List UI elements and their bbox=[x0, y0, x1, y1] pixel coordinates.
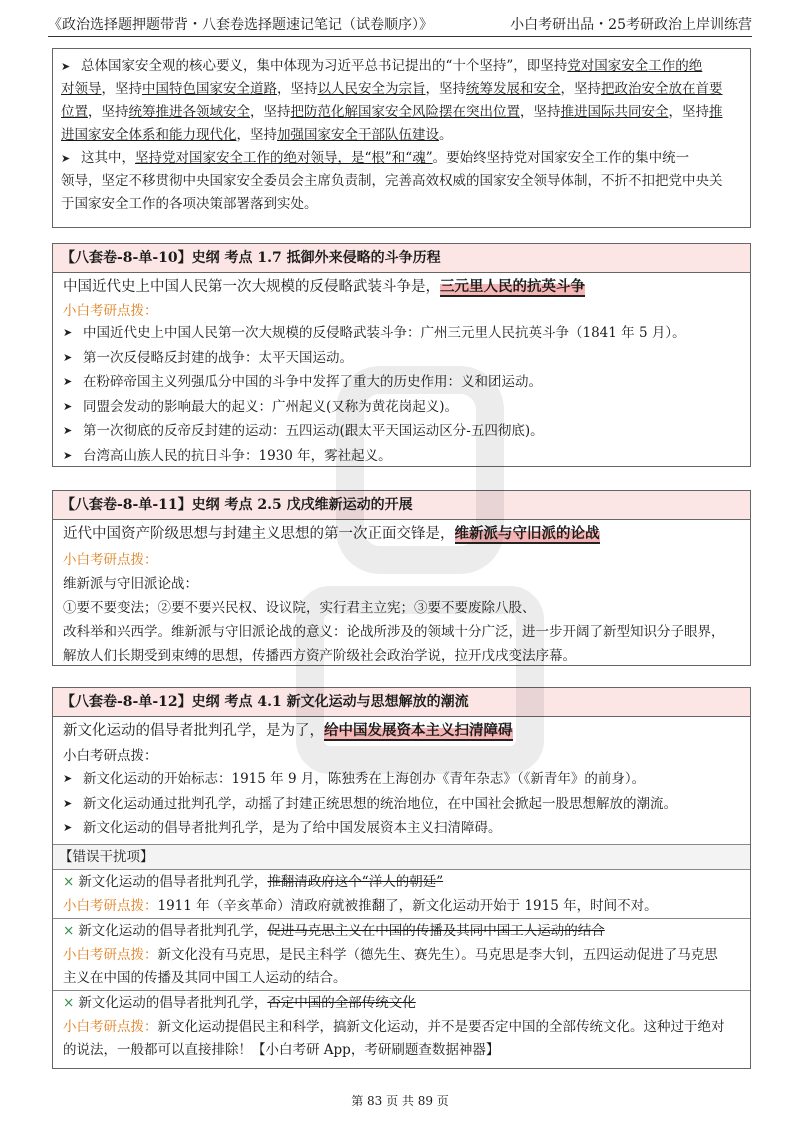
wrong-option-explain: 小白考研点拨：1911 年（辛亥革命）清政府就被推翻了，新文化运动开始于 1915 年，时间不对。 bbox=[63, 897, 658, 914]
wrong-option bbox=[53, 990, 750, 1062]
wrong-option-explain: 小白考研点拨：新文化没有马克思，是民主科学（德先生、赛先生）。马克思是李大钊，五四运动促进了马克思 bbox=[63, 946, 718, 963]
section-12-tip-label: 小白考研点拨： bbox=[63, 748, 158, 764]
bullet-arrow-icon: ➤ bbox=[63, 796, 73, 810]
page-footer: 第 83 页 共 89 页 bbox=[351, 1094, 449, 1108]
wrong-option-explain-cont: 的说法，一般都可以直接排除！【小白考研 App，考研刷题查数据神器】 bbox=[63, 1041, 500, 1058]
section-12-title: 【八套卷-8-单-12】史纲 考点 4.1 新文化运动与思想解放的潮流 bbox=[53, 688, 750, 717]
section-10 bbox=[52, 243, 751, 467]
cross-icon: × bbox=[63, 873, 75, 890]
section-10-tip-label: 小白考研点拨： bbox=[63, 303, 158, 319]
bullet-arrow-icon: ➤ bbox=[63, 424, 73, 437]
section-11-line3: 改科举和兴西学。维新派与守旧派论战的意义：论战所涉及的领域十分广泛，进一步开阔了新型知识分子眼界， bbox=[63, 624, 725, 640]
section-11-title: 【八套卷-8-单-11】史纲 考点 2.5 戊戌维新运动的开展 bbox=[53, 491, 750, 520]
wrong-options-header: 【错误干扰项】 bbox=[53, 844, 750, 870]
list-item: ➤ 新文化运动通过批判孔学，动摇了封建正统思想的统治地位，在中国社会掀起一股思想解放的潮流。 bbox=[53, 792, 750, 817]
section-10-answer: 三元里人民的抗英斗争 bbox=[440, 278, 585, 295]
header-left-title: 《政治选择题押题带背・八套卷选择题速记笔记（试卷顺序）》 bbox=[48, 17, 433, 33]
section-11-line1: 维新派与守旧派论战： bbox=[63, 576, 198, 592]
wrong-option-explain: 小白考研点拨：新文化运动提倡民主和科学，搞新文化运动，并不是要否定中国的全部传统文化。这种过于绝对 bbox=[63, 1018, 725, 1035]
intro-box bbox=[52, 48, 751, 228]
section-12-answer: 给中国发展资本主义扫清障碍 bbox=[324, 722, 513, 739]
wrong-option bbox=[53, 918, 750, 990]
section-12-question: 新文化运动的倡导者批判孔学，是为了，给中国发展资本主义扫清障碍 bbox=[63, 722, 513, 739]
intro-p1-line4: 进国家安全体系和能力现代化，坚持加强国家安全干部队伍建设。 bbox=[61, 127, 453, 143]
list-item: ➤ 在粉碎帝国主义列强瓜分中国的斗争中发挥了重大的历史作用：义和团运动。 bbox=[53, 370, 750, 395]
intro-p1-line2: 对领导，坚持中国特色国家安全道路，坚持以人民安全为宗旨，坚持统筹发展和安全，坚持把政治安全放在首要 bbox=[61, 81, 723, 97]
list-item: ➤ 中国近代史上中国人民第一次大规模的反侵略武装斗争：广州三元里人民抗英斗争（1841 年 5 月）。 bbox=[53, 321, 750, 346]
section-11-line2: ①要不要变法；②要不要兴民权、设议院，实行君主立宪；③要不要废除八股、 bbox=[63, 600, 536, 616]
section-11 bbox=[52, 490, 751, 666]
cross-icon: × bbox=[63, 922, 75, 939]
page-header bbox=[48, 14, 752, 37]
list-item: ➤ 新文化运动的开始标志：1915 年 9 月，陈独秀在上海创办《青年杂志》（《新青年》的前身）。 bbox=[53, 767, 750, 792]
wrong-option-stem: × 新文化运动的倡导者批判孔学，否定中国的全部传统文化 bbox=[63, 994, 416, 1011]
wrong-option-stem: × 新文化运动的倡导者批判孔学，推翻清政府这个“洋人的朝廷” bbox=[63, 873, 444, 890]
bullet-arrow-icon: ➤ bbox=[61, 60, 71, 73]
list-item: ➤ 第一次彻底的反帝反封建的运动：五四运动(跟太平天国运动区分-五四彻底)。 bbox=[53, 419, 750, 444]
wrong-option-stem: × 新文化运动的倡导者批判孔学，促进马克思主义在中国的传播及其同中国工人运动的结合 bbox=[63, 922, 605, 939]
cross-icon: × bbox=[63, 994, 75, 1011]
list-item: ➤ 同盟会发动的影响最大的起义：广州起义(又称为黄花岗起义)。 bbox=[53, 395, 750, 420]
intro-p2-line1: ➤ 这其中，坚持党对国家安全工作的绝对领导，是“根”和“魂”。要始终坚持党对国家安全工作的集中统一 bbox=[81, 147, 742, 170]
section-11-answer: 维新派与守旧派的论战 bbox=[454, 525, 600, 542]
section-10-title: 【八套卷-8-单-10】史纲 考点 1.7 抵御外来侵略的斗争历程 bbox=[53, 244, 750, 273]
intro-p2-line3: 于国家安全工作的各项决策部署落到实处。 bbox=[61, 196, 318, 212]
bullet-arrow-icon: ➤ bbox=[63, 375, 73, 388]
section-12 bbox=[52, 687, 751, 1069]
bullet-arrow-icon: ➤ bbox=[63, 326, 73, 339]
intro-p2-line2: 领导，坚定不移贯彻中央国家安全委员会主席负责制，完善高效权威的国家安全领导体制，不折不扣把党中央关 bbox=[61, 173, 723, 189]
section-11-question: 近代中国资产阶级思想与封建主义思想的第一次正面交锋是，维新派与守旧派的论战 bbox=[63, 525, 600, 542]
bullet-arrow-icon: ➤ bbox=[63, 350, 73, 364]
section-10-question: 中国近代史上中国人民第一次大规模的反侵略武装斗争是，三元里人民的抗英斗争 bbox=[63, 278, 585, 295]
section-11-tip-label: 小白考研点拨： bbox=[63, 552, 158, 568]
wrong-option bbox=[53, 870, 750, 918]
bullet-arrow-icon: ➤ bbox=[63, 821, 73, 834]
bullet-arrow-icon: ➤ bbox=[63, 772, 73, 785]
wrong-option-explain-cont: 主义在中国的传播及其同中国工人运动的结合。 bbox=[63, 969, 347, 986]
bullet-arrow-icon: ➤ bbox=[63, 399, 73, 413]
list-item: ➤ 第一次反侵略反封建的战争：太平天国运动。 bbox=[53, 346, 750, 371]
section-11-line4: 解放人们长期受到束缚的思想，传播西方资产阶级社会政治学说，拉开戊戌变法序幕。 bbox=[63, 648, 576, 664]
intro-p1-line1: 总体国家安全观的核心要义，集中体现为习近平总书记提出的“十个坚持”，即坚持党对国家安全工作的绝 bbox=[81, 58, 703, 74]
list-item: ➤ 台湾高山族人民的抗日斗争：1930 年，雾社起义。 bbox=[53, 444, 750, 469]
bullet-arrow-icon: ➤ bbox=[63, 448, 73, 462]
header-right-brand: 小白考研出品・25考研政治上岸训练营 bbox=[510, 17, 752, 33]
bullet-arrow-icon: ➤ bbox=[61, 152, 71, 165]
intro-p1-line3: 位置，坚持统筹推进各领域安全，坚持把防范化解国家安全风险摆在突出位置，坚持推进国际共同安全，坚持推 bbox=[61, 104, 723, 120]
list-item: ➤ 新文化运动的倡导者批判孔学，是为了给中国发展资本主义扫清障碍。 bbox=[53, 816, 750, 841]
